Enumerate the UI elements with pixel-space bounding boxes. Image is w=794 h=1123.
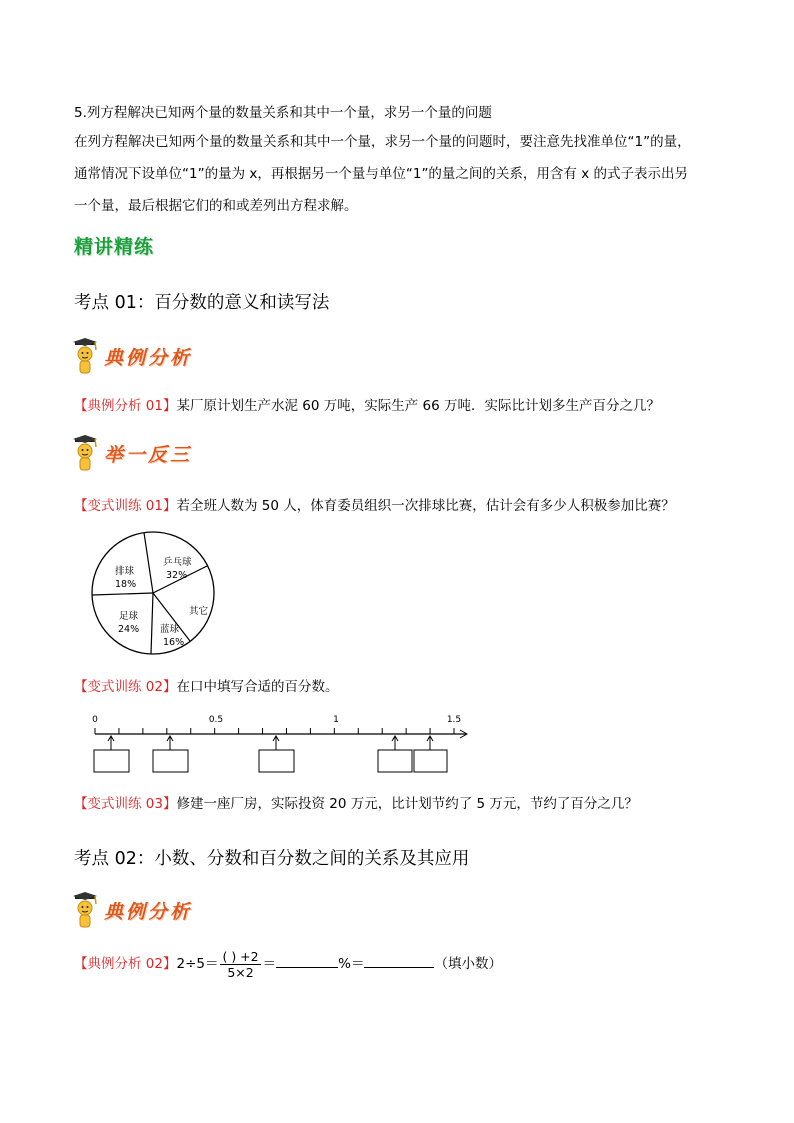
variant-01-text: 若全班人数为 50 人，体育委员组织一次排球比赛，估计会有多少人积极参加比赛？ [176, 498, 675, 514]
answer-box[interactable] [94, 750, 129, 772]
example-badge-label: 典例分析 [104, 900, 193, 923]
number-line [88, 710, 472, 778]
example-badge-label: 典例分析 [104, 346, 193, 369]
blank-1[interactable] [276, 953, 338, 968]
variant-01 [74, 496, 675, 516]
scholar-icon [72, 892, 98, 928]
kaodian-2-title: 考点 02：小数、分数和百分数之间的关系及其应用 [74, 849, 470, 869]
example-02-tail: （填小数） [434, 956, 502, 972]
intro-heading: 5.列方程解决已知两个量的数量关系和其中一个量，求另一个量的问题 [74, 105, 492, 121]
variant-badge-label: 举一反三 [104, 443, 193, 466]
pie-label-pingpong: 乒乓球 [163, 557, 192, 568]
pie-label-basketball: 蓝球 [160, 624, 180, 635]
pie-label-volleyball: 排球 [115, 566, 135, 577]
example-02 [74, 947, 502, 981]
answer-box[interactable] [153, 750, 188, 772]
variant-03-tag: 【变式训练 03】 [74, 796, 177, 812]
variant-03-text: 修建一座厂房，实际投资 20 万元，比计划节约了 5 万元，节约了百分之几？ [176, 796, 638, 812]
answer-box[interactable] [414, 750, 447, 772]
variant-badge [72, 433, 192, 473]
fraction-denominator: 5×2 [227, 964, 254, 980]
kaodian-1-title: 考点 01：百分数的意义和读写法 [74, 293, 330, 313]
pie-pct-basketball: 16% [163, 637, 185, 648]
intro-line-2: 通常情况下设单位“1”的量为 x，再根据另一个量与单位“1”的量之间的关系，用含有 x 的式子表示出另 [74, 166, 689, 182]
blank-2[interactable] [364, 953, 434, 968]
pie-label-other: 其它 [189, 606, 209, 617]
fraction [220, 949, 260, 980]
variant-02-text: 在口中填写合适的百分数。 [176, 679, 339, 695]
scholar-icon [72, 338, 98, 374]
pie-pct-pingpong: 32% [166, 570, 188, 581]
scholar-icon [72, 435, 98, 471]
pie-pct-football: 24% [118, 624, 140, 635]
tick-label: 1 [333, 715, 339, 725]
answer-box[interactable] [378, 750, 412, 772]
example-02-lead: 2÷5＝ [176, 956, 219, 972]
example-badge [72, 890, 192, 930]
variant-02 [74, 677, 338, 697]
tick-label: 0.5 [208, 715, 224, 725]
pie-pct-volleyball: 18% [115, 579, 137, 590]
equals-sign: ＝ [262, 956, 277, 972]
example-02-tag: 【典例分析 02】 [74, 956, 177, 972]
answer-box[interactable] [259, 750, 294, 772]
variant-03 [74, 794, 638, 814]
percent-equals: %＝ [338, 956, 365, 972]
pie-label-football: 足球 [119, 611, 139, 622]
pie-chart [88, 528, 222, 660]
example-badge [72, 336, 192, 376]
tick-label: 1.5 [446, 715, 462, 725]
example-01-text: 某厂原计划生产水泥 60 万吨，实际生产 66 万吨．实际比计划多生产百分之几？ [176, 398, 661, 414]
intro-line-3: 一个量，最后根据它们的和或差列出方程求解。 [74, 198, 358, 214]
intro-line-1: 在列方程解决已知两个量的数量关系和其中一个量，求另一个量的问题时，要注意先找准单位“1”的量， [74, 134, 691, 150]
variant-02-tag: 【变式训练 02】 [74, 679, 177, 695]
example-01-tag: 【典例分析 01】 [74, 398, 177, 414]
variant-01-tag: 【变式训练 01】 [74, 498, 177, 514]
tick-label: 0 [92, 715, 98, 725]
section-title: 精讲精练 [74, 236, 155, 258]
example-01 [74, 396, 660, 416]
fraction-numerator: ( ) +2 [222, 948, 259, 964]
